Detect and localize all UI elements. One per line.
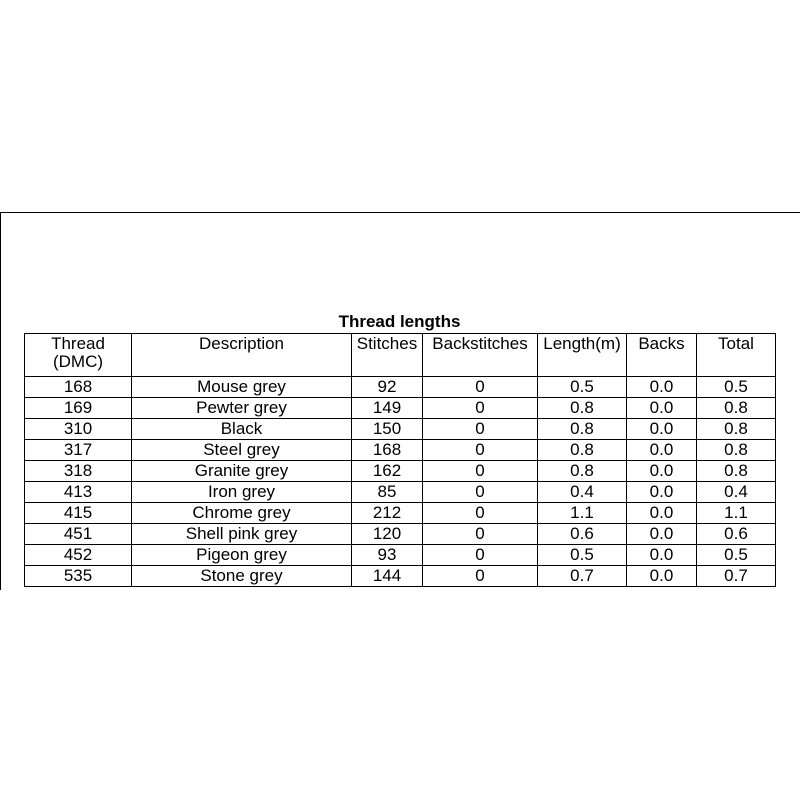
- total-cell: 0.6: [697, 524, 776, 545]
- stitches-cell: 93: [352, 545, 423, 566]
- length-cell: 0.7: [538, 566, 627, 587]
- thread-code-cell: 318: [25, 461, 132, 482]
- column-header-line: (DMC): [52, 352, 104, 371]
- backstitches-cell: 0: [423, 524, 538, 545]
- length-cell: 0.6: [538, 524, 627, 545]
- description-cell: Stone grey: [132, 566, 352, 587]
- stitches-cell: 162: [352, 461, 423, 482]
- description-cell: Iron grey: [132, 482, 352, 503]
- column-header-line: Length(m): [543, 334, 621, 353]
- stitches-cell: 212: [352, 503, 423, 524]
- table-row: [25, 440, 776, 461]
- length-header: [538, 334, 627, 377]
- description-cell: Granite grey: [132, 461, 352, 482]
- table-body: [25, 377, 776, 587]
- stitches-header: [352, 334, 423, 377]
- backs-cell: 0.0: [627, 482, 697, 503]
- backstitches-cell: 0: [423, 545, 538, 566]
- description-cell: Mouse grey: [132, 377, 352, 398]
- column-header-line: Stitches: [356, 334, 418, 353]
- backstitches-cell: 0: [423, 419, 538, 440]
- thread-code-cell: 535: [25, 566, 132, 587]
- description-cell: Pewter grey: [132, 398, 352, 419]
- thread-code-cell: 451: [25, 524, 132, 545]
- backs-cell: 0.0: [627, 419, 697, 440]
- backs-cell: 0.0: [627, 461, 697, 482]
- backs-cell: 0.0: [627, 503, 697, 524]
- thread-code-cell: 168: [25, 377, 132, 398]
- total-cell: 1.1: [697, 503, 776, 524]
- length-cell: 0.8: [538, 398, 627, 419]
- table-row: [25, 398, 776, 419]
- table-row: [25, 545, 776, 566]
- backs-cell: 0.0: [627, 398, 697, 419]
- length-cell: 1.1: [538, 503, 627, 524]
- backstitches-cell: 0: [423, 398, 538, 419]
- description-header: [132, 334, 352, 377]
- total-cell: 0.8: [697, 440, 776, 461]
- backstitches-cell: 0: [423, 461, 538, 482]
- column-header-line: Backs: [638, 334, 685, 353]
- description-cell: Black: [132, 419, 352, 440]
- length-cell: 0.8: [538, 461, 627, 482]
- total-cell: 0.8: [697, 419, 776, 440]
- thread-code-cell: 452: [25, 545, 132, 566]
- backstitches-cell: 0: [423, 503, 538, 524]
- table-header-row: [25, 334, 776, 377]
- page-frame: [0, 212, 800, 590]
- length-cell: 0.5: [538, 545, 627, 566]
- page-left-border: [0, 212, 1, 590]
- backs-cell: 0.0: [627, 524, 697, 545]
- column-header-label: [132, 334, 351, 353]
- stitches-cell: 168: [352, 440, 423, 461]
- stitches-cell: 92: [352, 377, 423, 398]
- description-cell: Pigeon grey: [132, 545, 352, 566]
- length-cell: 0.4: [538, 482, 627, 503]
- length-cell: 0.5: [538, 377, 627, 398]
- stitches-cell: 144: [352, 566, 423, 587]
- page-top-border: [0, 212, 800, 213]
- backs-cell: 0.0: [627, 566, 697, 587]
- description-cell: Steel grey: [132, 440, 352, 461]
- column-header-line: Backstitches: [432, 334, 528, 353]
- backs-cell: 0.0: [627, 440, 697, 461]
- table-row: [25, 419, 776, 440]
- total-cell: 0.5: [697, 377, 776, 398]
- column-header-label: [423, 334, 537, 353]
- column-header-line: Total: [718, 334, 754, 353]
- stitches-cell: 120: [352, 524, 423, 545]
- column-header-label: [538, 334, 626, 353]
- length-cell: 0.8: [538, 419, 627, 440]
- description-cell: Shell pink grey: [132, 524, 352, 545]
- column-header-line: Thread: [51, 334, 105, 353]
- thread-code-cell: 415: [25, 503, 132, 524]
- thread-code-cell: 310: [25, 419, 132, 440]
- table-row: [25, 377, 776, 398]
- thread-code-cell: 317: [25, 440, 132, 461]
- thread-lengths-table: [24, 333, 776, 587]
- table-title: Thread lengths: [338, 312, 461, 331]
- table-row: [25, 524, 776, 545]
- stitches-cell: 149: [352, 398, 423, 419]
- backs-header: [627, 334, 697, 377]
- backstitches-cell: 0: [423, 482, 538, 503]
- total-header: [697, 334, 776, 377]
- backstitches-header: [423, 334, 538, 377]
- thread-code-cell: 413: [25, 482, 132, 503]
- backs-cell: 0.0: [627, 545, 697, 566]
- total-cell: 0.8: [697, 398, 776, 419]
- table-row: [25, 566, 776, 587]
- length-cell: 0.8: [538, 440, 627, 461]
- total-cell: 0.7: [697, 566, 776, 587]
- backstitches-cell: 0: [423, 377, 538, 398]
- description-cell: Chrome grey: [132, 503, 352, 524]
- table-row: [25, 503, 776, 524]
- backs-cell: 0.0: [627, 377, 697, 398]
- total-cell: 0.5: [697, 545, 776, 566]
- column-header-label: [697, 334, 775, 353]
- table-row: [25, 482, 776, 503]
- column-header-label: [352, 334, 422, 353]
- column-header-label: [627, 334, 696, 353]
- table-row: [25, 461, 776, 482]
- stitches-cell: 150: [352, 419, 423, 440]
- total-cell: 0.8: [697, 461, 776, 482]
- column-header-line: Description: [198, 334, 285, 353]
- stitches-cell: 85: [352, 482, 423, 503]
- backstitches-cell: 0: [423, 566, 538, 587]
- total-cell: 0.4: [697, 482, 776, 503]
- thread-header: [25, 334, 132, 377]
- backstitches-cell: 0: [423, 440, 538, 461]
- thread-code-cell: 169: [25, 398, 132, 419]
- column-header-label: [25, 334, 131, 371]
